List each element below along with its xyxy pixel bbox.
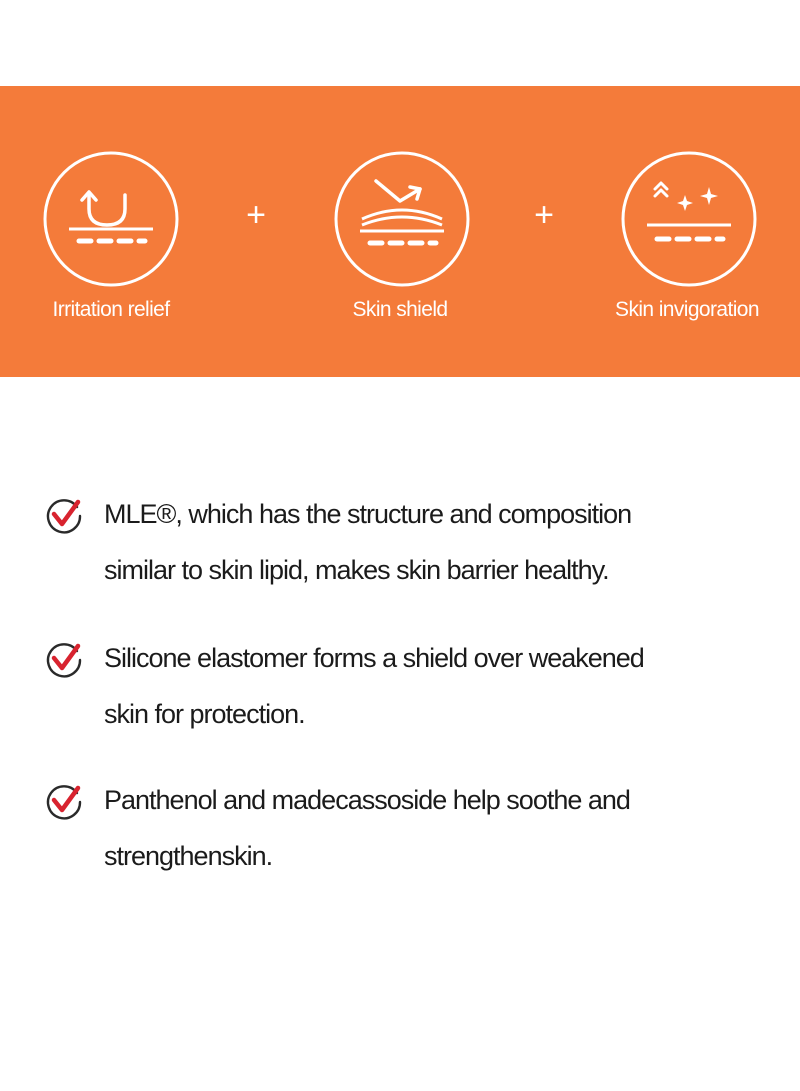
- skin-shield-icon: [332, 149, 472, 289]
- feature-label-irritation-relief: Irritation relief: [52, 298, 170, 321]
- benefit-text: [104, 630, 754, 742]
- check-circle-icon: [44, 782, 84, 822]
- benefit-line: MLE®, which has the structure and composition: [104, 499, 632, 529]
- benefit-line: strengthenskin.: [104, 841, 273, 871]
- benefit-text: [104, 486, 754, 598]
- feature-label-skin-shield: Skin shield: [352, 298, 448, 321]
- benefit-line: similar to skin lipid, makes skin barrier healthy.: [104, 555, 609, 585]
- benefit-line: skin for protection.: [104, 699, 305, 729]
- benefit-line: Panthenol and madecassoside help soothe and: [104, 785, 630, 815]
- check-circle-icon: [44, 496, 84, 536]
- benefit-text: [104, 772, 754, 884]
- check-circle-icon: [44, 640, 84, 680]
- benefit-line: Silicone elastomer forms a shield over weakened: [104, 643, 644, 673]
- plus-sign: +: [246, 196, 266, 234]
- feature-label-skin-invigoration: Skin invigoration: [615, 298, 759, 321]
- feature-banner: [0, 86, 800, 377]
- plus-sign: +: [534, 196, 554, 234]
- irritation-relief-icon: [41, 149, 181, 289]
- skin-invigoration-icon: [619, 149, 759, 289]
